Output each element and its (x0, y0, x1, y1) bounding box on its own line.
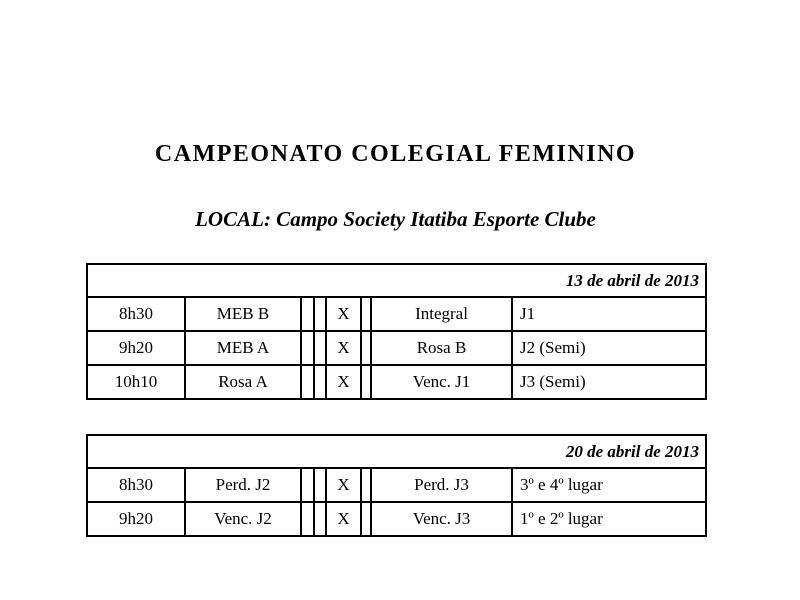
versus-cell: X (326, 502, 361, 536)
home-team-cell: Rosa A (185, 365, 301, 399)
game-label-cell: J3 (Semi) (512, 365, 706, 399)
spacer-cell (314, 331, 326, 365)
spacer-cell (301, 297, 314, 331)
spacer-cell (301, 502, 314, 536)
match-row (87, 502, 706, 536)
home-team-cell: Perd. J2 (185, 468, 301, 502)
spacer-cell (314, 502, 326, 536)
time-cell: 9h20 (87, 331, 185, 365)
schedule-table-april-13 (86, 263, 707, 400)
spacer-cell (361, 468, 371, 502)
home-team-cell: Venc. J2 (185, 502, 301, 536)
home-team-cell: MEB A (185, 331, 301, 365)
table-date-row (87, 435, 706, 468)
match-row (87, 365, 706, 399)
time-cell: 9h20 (87, 502, 185, 536)
spacer-cell (361, 297, 371, 331)
spacer-cell (301, 468, 314, 502)
spacer-cell (301, 365, 314, 399)
away-team-cell: Perd. J3 (371, 468, 512, 502)
game-label-cell: J1 (512, 297, 706, 331)
spacer-cell (314, 297, 326, 331)
schedule-table-april-20 (86, 434, 707, 537)
home-team-cell: MEB B (185, 297, 301, 331)
spacer-cell (301, 331, 314, 365)
versus-cell: X (326, 365, 361, 399)
game-label-cell: 1º e 2º lugar (512, 502, 706, 536)
game-label-cell: 3º e 4º lugar (512, 468, 706, 502)
versus-cell: X (326, 331, 361, 365)
page-title: CAMPEONATO COLEGIAL FEMININO (154, 141, 637, 167)
time-cell: 8h30 (87, 468, 185, 502)
versus-cell: X (326, 297, 361, 331)
away-team-cell: Venc. J3 (371, 502, 512, 536)
location-subtitle: LOCAL: Campo Society Itatiba Esporte Clube (195, 207, 596, 231)
table-date-header: 13 de abril de 2013 (87, 264, 706, 297)
spacer-cell (314, 365, 326, 399)
spacer-cell (314, 468, 326, 502)
match-row (87, 331, 706, 365)
table-date-header: 20 de abril de 2013 (87, 435, 706, 468)
versus-cell: X (326, 468, 361, 502)
game-label-cell: J2 (Semi) (512, 331, 706, 365)
away-team-cell: Integral (371, 297, 512, 331)
spacer-cell (361, 502, 371, 536)
time-cell: 8h30 (87, 297, 185, 331)
spacer-cell (361, 331, 371, 365)
away-team-cell: Venc. J1 (371, 365, 512, 399)
match-row (87, 468, 706, 502)
time-cell: 10h10 (87, 365, 185, 399)
away-team-cell: Rosa B (371, 331, 512, 365)
table-date-row (87, 264, 706, 297)
match-row (87, 297, 706, 331)
spacer-cell (361, 365, 371, 399)
